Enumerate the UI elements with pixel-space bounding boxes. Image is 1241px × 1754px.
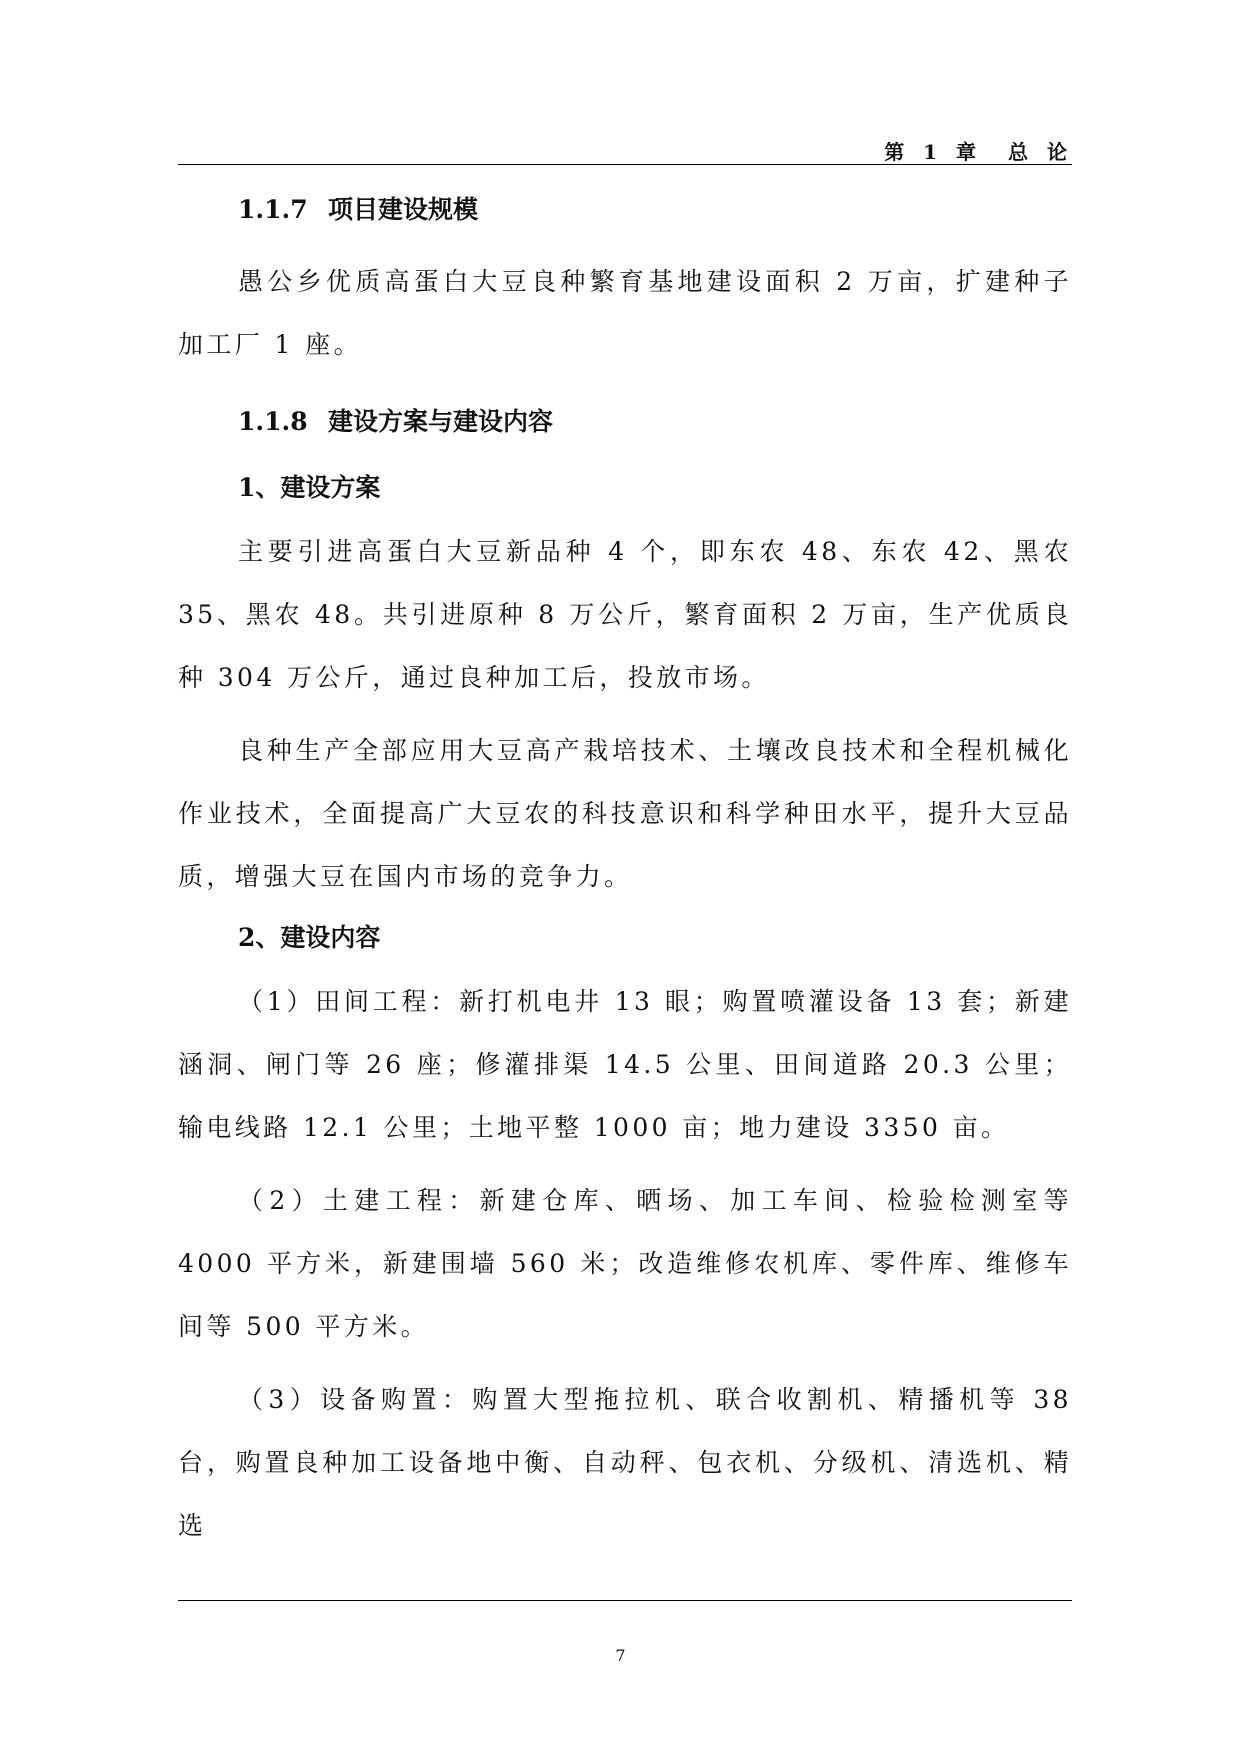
- paragraph-civil-works: （2）土建工程：新建仓库、晒场、加工车间、检验检测室等 4000 平方米，新建围墙 560 米；改造维修农机库、零件库、维修车间等 500 平方米。: [178, 1186, 1072, 1341]
- subheading-plan: 1、建设方案: [238, 473, 381, 502]
- paragraph-field-works: （1）田间工程：新打机电井 13 眼；购置喷灌设备 13 套；新建涵洞、闸门等 26 座；修灌排渠 14.5 公里、田间道路 20.3 公里；输电线路 12.1 公里；土地平整 1000 亩；地力建设 3350 亩。: [178, 987, 1072, 1142]
- paragraph-equipment: （3）设备购置：购置大型拖拉机、联合收割机、精播机等 38 台，购置良种加工设备地中衡、自动秤、包衣机、分级机、清选机、精选: [178, 1385, 1072, 1540]
- section-number: 1.1.8: [238, 407, 308, 436]
- paragraph-plan-1: 主要引进高蛋白大豆新品种 4 个，即东农 48、东农 42、黑农 35、黑农 48。共引进原种 8 万公斤，繁育面积 2 万亩，生产优质良种 304 万公斤，通过良种加工后，投放市场。: [178, 537, 1072, 692]
- section-number: 1.1.7: [238, 195, 308, 224]
- section-title: 建设方案与建设内容: [328, 407, 554, 436]
- chapter-header: 第 1 章 总 论: [884, 140, 1073, 164]
- page-content: [178, 190, 1072, 1557]
- paragraph-plan-2: 良种生产全部应用大豆高产栽培技术、土壤改良技术和全程机械化作业技术，全面提高广大豆农的科技意识和科学种田水平，提升大豆品质，增强大豆在国内市场的竞争力。: [178, 736, 1072, 891]
- section-title: 项目建设规模: [328, 195, 479, 224]
- section-heading-1-1-8: [178, 402, 1072, 442]
- footer-divider: [178, 1600, 1072, 1601]
- header-divider: [178, 164, 1072, 165]
- paragraph-scale: 愚公乡优质高蛋白大豆良种繁育基地建设面积 2 万亩，扩建种子加工厂 1 座。: [178, 267, 1072, 359]
- subheading-content: 2、建设内容: [238, 923, 381, 952]
- section-heading-1-1-7: [178, 190, 1072, 230]
- page-number: 7: [615, 1646, 626, 1665]
